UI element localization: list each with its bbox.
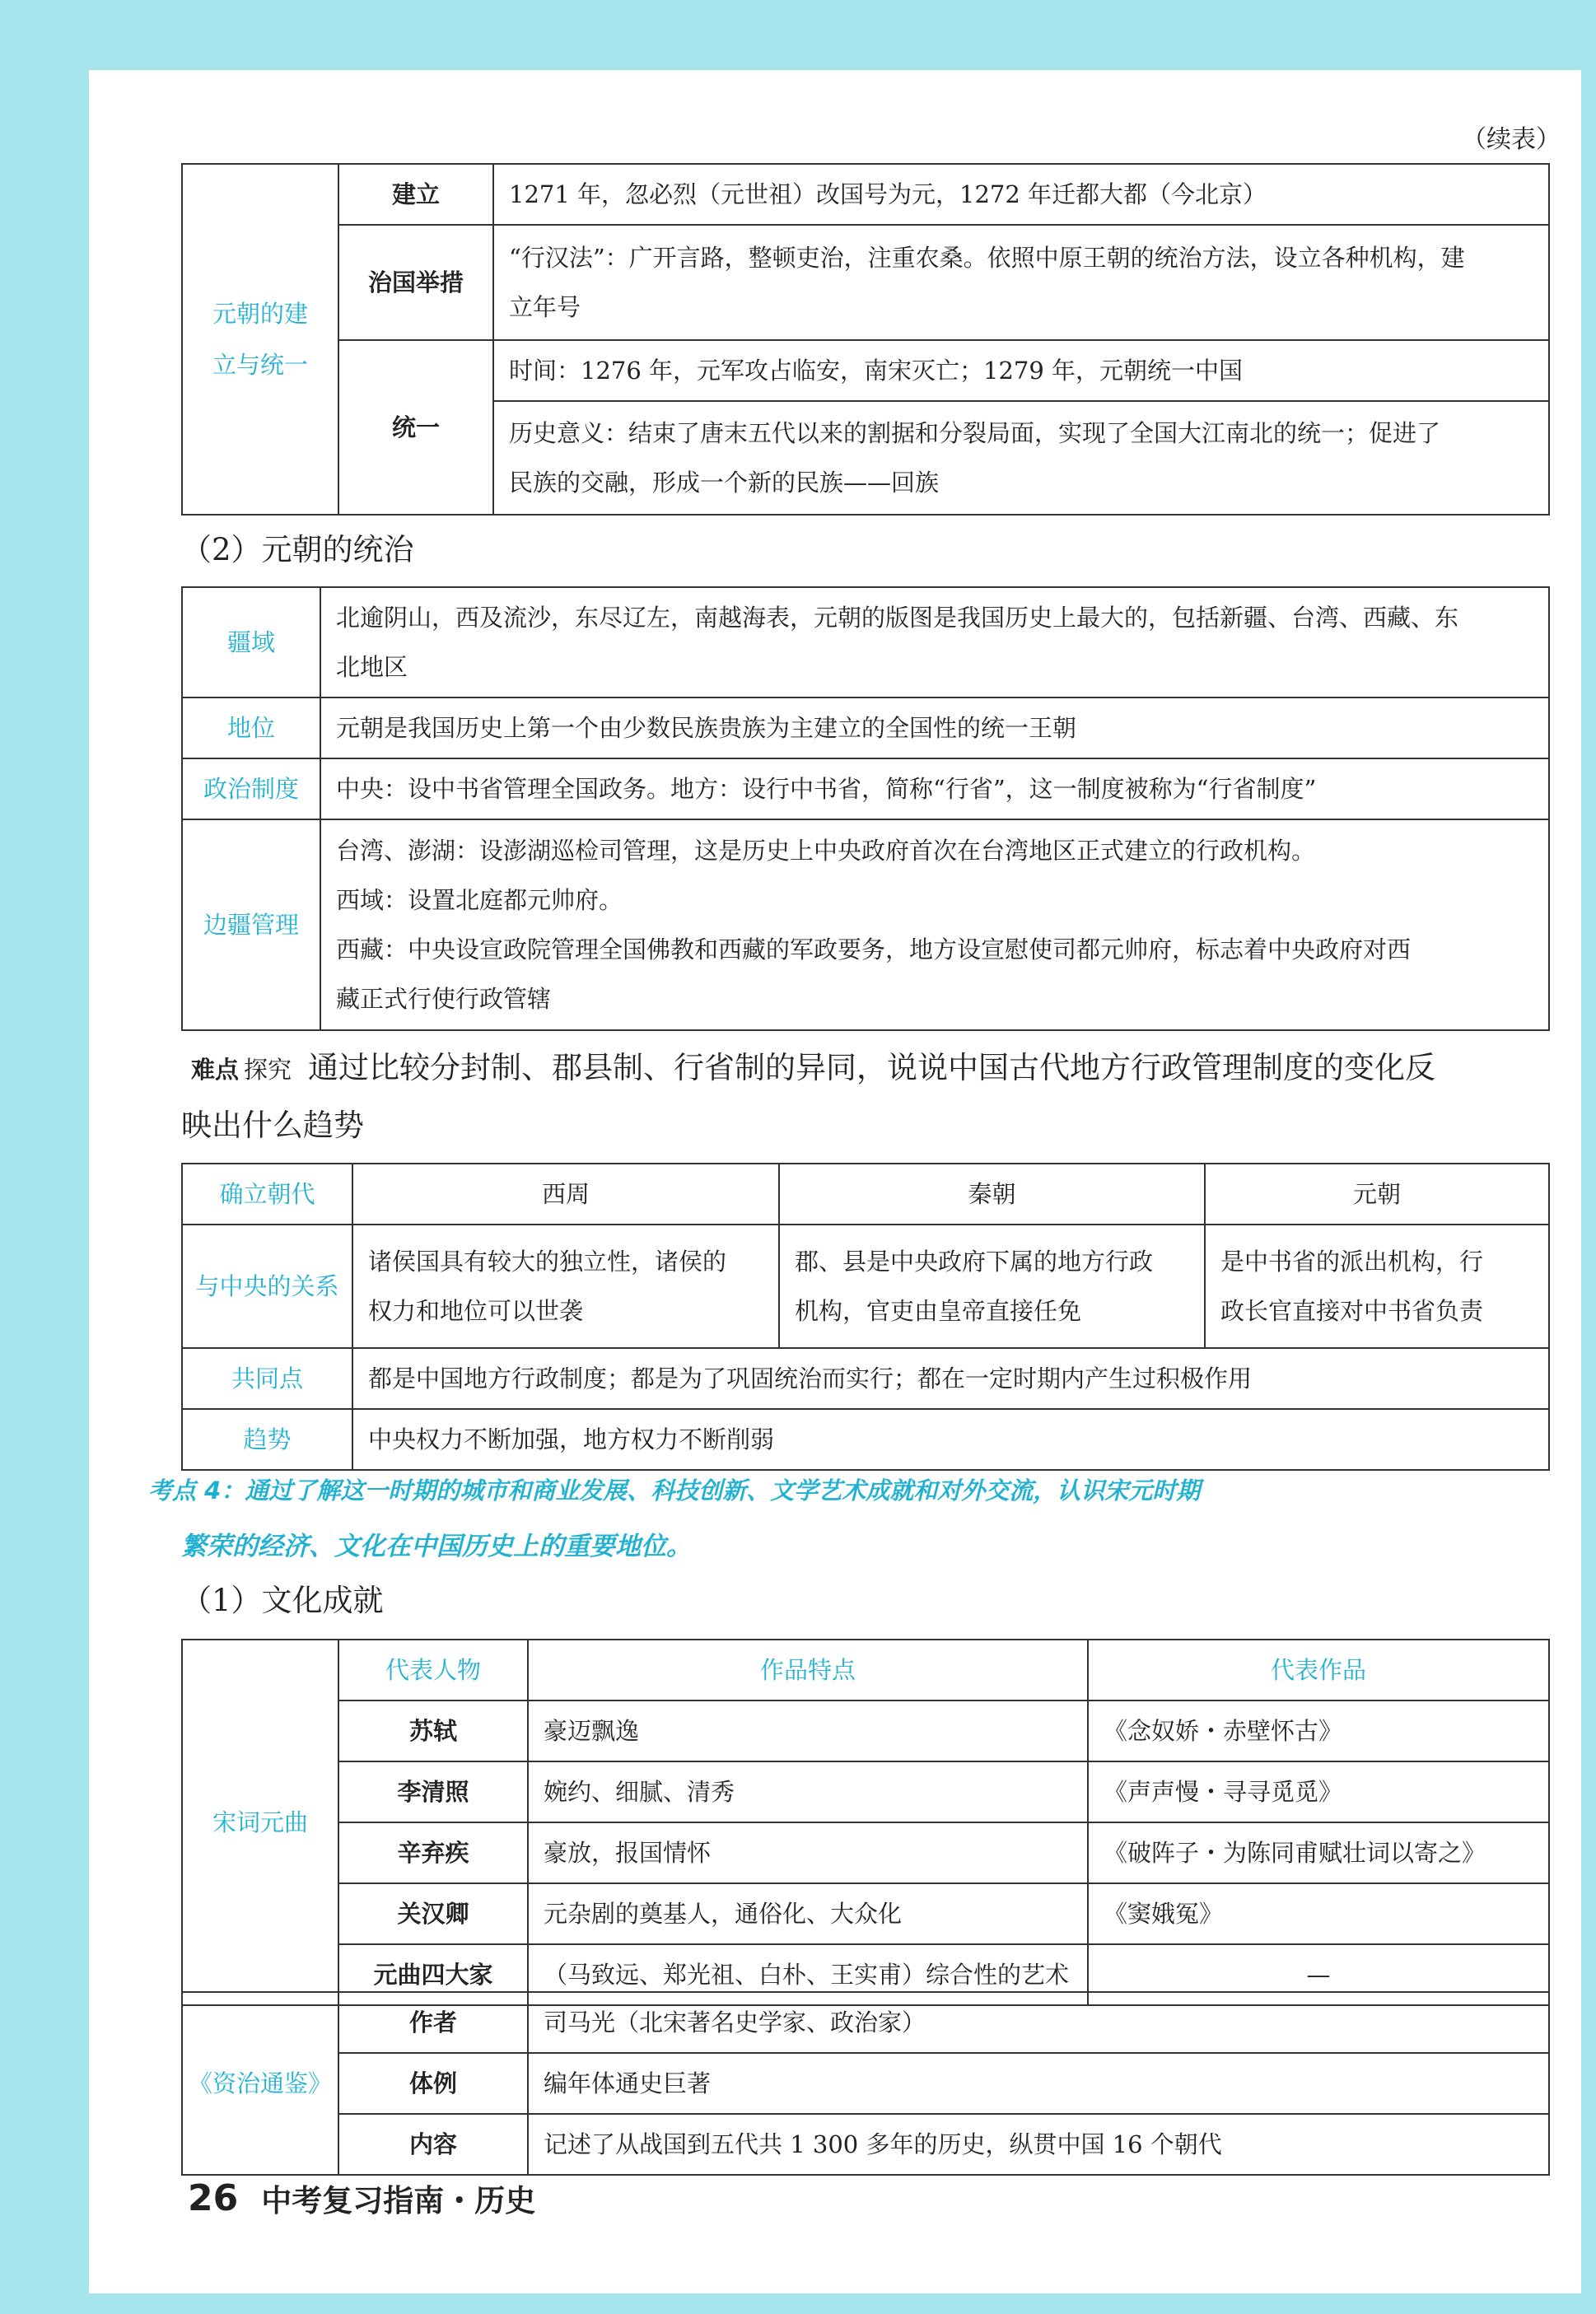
- text-line: 权力和地位可以世袭: [368, 1297, 584, 1325]
- row-label: 治国举措: [338, 225, 493, 340]
- inquiry-question-line: 通过比较分封制、郡县制、行省制的异同，说说中国古代地方行政管理制度的变化反: [308, 1050, 1436, 1085]
- inquiry-tag: 探究: [244, 1055, 292, 1084]
- row-text: [493, 225, 1549, 340]
- exam-point: [148, 1463, 1565, 1575]
- row-label: 建立: [338, 164, 493, 225]
- cell-text: [779, 1225, 1205, 1348]
- row-label: 作者: [338, 1992, 528, 2053]
- header-cell: 秦朝: [779, 1164, 1205, 1225]
- row-text: 记述了从战国到五代共 1 300 多年的历史，纵贯中国 16 个朝代: [528, 2114, 1549, 2175]
- text-line: 台湾、澎湖：设澎湖巡检司管理，这是历史上中央政府首次在台湾地区正式建立的行政机构。: [336, 837, 1316, 865]
- text-line: 是中书省的派出机构，行: [1220, 1248, 1484, 1276]
- work-cell: 《破阵子・为陈同甫赋壮词以寄之》: [1088, 1822, 1549, 1883]
- feature-cell: （马致远、郑光祖、白朴、王实甫）综合性的艺术: [528, 1944, 1088, 2005]
- row-label: 政治制度: [182, 758, 320, 819]
- row-label: 共同点: [182, 1348, 352, 1409]
- group-label-line: 元朝的建: [212, 300, 308, 328]
- book-title: 中考复习指南・历史: [261, 2182, 536, 2218]
- header-cell: 代表人物: [338, 1640, 528, 1701]
- group-label-line: 立与统一: [212, 351, 308, 379]
- text-line: 时间：1276 年，元军攻占临安，南宋灭亡；1279 年，元朝统一中国: [509, 357, 1244, 385]
- person-cell: 苏轼: [338, 1701, 528, 1761]
- feature-cell: 豪迈飘逸: [528, 1701, 1088, 1761]
- feature-cell: 婉约、细腻、清秀: [528, 1761, 1088, 1822]
- text-line: 历史意义：结束了唐末五代以来的割据和分裂局面，实现了全国大江南北的统一；促进了: [509, 419, 1441, 447]
- row-label: 疆域: [182, 587, 320, 697]
- row-label: 边疆管理: [182, 819, 320, 1030]
- person-cell: 关汉卿: [338, 1883, 528, 1944]
- text-line: 北逾阴山，西及流沙，东尽辽左，南越海表，元朝的版图是我国历史上最大的，包括新疆、台湾、西藏、东: [336, 604, 1459, 632]
- header-cell: 元朝: [1205, 1164, 1549, 1225]
- text-line: 元朝是我国历史上第一个由少数民族贵族为主建立的全国性的统一王朝: [336, 714, 1077, 742]
- row-text: [493, 164, 1549, 225]
- text-line: 藏正式行使行政管辖: [336, 985, 552, 1013]
- text-line: 民族的交融，形成一个新的民族——回族: [509, 469, 940, 497]
- text-line: 西域：设置北庭都元帅府。: [336, 886, 623, 914]
- work-cell: —: [1088, 1944, 1549, 2005]
- section-heading: （2）元朝的统治: [181, 532, 414, 567]
- feature-cell: 豪放，报国情怀: [528, 1822, 1088, 1883]
- person-cell: 元曲四大家: [338, 1944, 528, 2005]
- table-yuan-founding: [181, 163, 1550, 516]
- cell-text: 都是中国地方行政制度；都是为了巩固统治而实行；都在一定时期内产生过积极作用: [352, 1348, 1549, 1409]
- text-line: 1271 年，忽必烈（元世祖）改国号为元，1272 年迁都大都（今北京）: [509, 180, 1267, 208]
- row-text: [320, 587, 1549, 697]
- row-label: 统一: [338, 340, 493, 515]
- page-number: 26: [188, 2176, 239, 2219]
- work-cell: 《声声慢・寻寻觅觅》: [1088, 1761, 1549, 1822]
- text-line: 政长官直接对中书省负责: [1220, 1297, 1484, 1325]
- text-line: 北地区: [336, 653, 408, 681]
- header-cell: 西周: [352, 1164, 779, 1225]
- group-label: 《资治通鉴》: [182, 1992, 338, 2175]
- difficulty-tag: 难点: [191, 1055, 240, 1084]
- table-song-ci-yuan-qu: [181, 1639, 1550, 2006]
- row-label: 趋势: [182, 1409, 352, 1470]
- difficulty-inquiry: [181, 1039, 1550, 1155]
- section-heading: （1）文化成就: [181, 1583, 384, 1618]
- cell-text: [1205, 1225, 1549, 1348]
- exam-point-line: 考点 4：通过了解这一时期的城市和商业发展、科技创新、文学艺术成就和对外交流，认识宋元时期: [148, 1477, 1201, 1505]
- text-line: 中央：设中书省管理全国政务。地方：设行中书省，简称“行省”，这一制度被称为“行省制度”: [336, 775, 1317, 803]
- row-label: 体例: [338, 2053, 528, 2114]
- continued-label: （续表）: [1462, 125, 1561, 154]
- table-admin-comparison: [181, 1163, 1550, 1471]
- row-text: [320, 758, 1549, 819]
- header-cell: 代表作品: [1088, 1640, 1549, 1701]
- row-text: [320, 819, 1549, 1030]
- text-line: 郡、县是中央政府下属的地方行政: [795, 1248, 1154, 1276]
- group-label: 宋词元曲: [182, 1640, 338, 2005]
- row-text: [493, 401, 1549, 515]
- text-line: 机构，官吏由皇帝直接任免: [795, 1297, 1082, 1325]
- table-zizhi-tongjian: [181, 1991, 1550, 2176]
- text-line: 西藏：中央设宣政院管理全国佛教和西藏的军政要务，地方设宣慰使司都元帅府，标志着中央政府对西: [336, 935, 1412, 963]
- text-line: 诸侯国具有较大的独立性，诸侯的: [368, 1248, 727, 1276]
- person-cell: 李清照: [338, 1761, 528, 1822]
- row-label: 与中央的关系: [182, 1225, 352, 1348]
- inquiry-question-line: 映出什么趋势: [181, 1108, 364, 1143]
- exam-point-line: 繁荣的经济、文化在中国历史上的重要地位。: [181, 1532, 692, 1561]
- row-text: 编年体通史巨著: [528, 2053, 1549, 2114]
- text-line: 立年号: [509, 293, 581, 321]
- header-cell: 作品特点: [528, 1640, 1088, 1701]
- cell-text: 中央权力不断加强，地方权力不断削弱: [352, 1409, 1549, 1470]
- person-cell: 辛弃疾: [338, 1822, 528, 1883]
- row-text: [320, 697, 1549, 758]
- row-text: 司马光（北宋著名史学家、政治家）: [528, 1992, 1549, 2053]
- work-cell: 《念奴娇・赤壁怀古》: [1088, 1701, 1549, 1761]
- row-label: 地位: [182, 697, 320, 758]
- work-cell: 《窦娥冤》: [1088, 1883, 1549, 1944]
- feature-cell: 元杂剧的奠基人，通俗化、大众化: [528, 1883, 1088, 1944]
- row-text: [493, 340, 1549, 401]
- group-label: [182, 164, 338, 515]
- page-footer: [188, 2176, 535, 2220]
- table-yuan-rule: [181, 586, 1550, 1031]
- header-cell: 确立朝代: [182, 1164, 352, 1225]
- row-label: 内容: [338, 2114, 528, 2175]
- text-line: “行汉法”：广开言路，整顿吏治，注重农桑。依照中原王朝的统治方法，设立各种机构，建: [509, 244, 1465, 272]
- cell-text: [352, 1225, 779, 1348]
